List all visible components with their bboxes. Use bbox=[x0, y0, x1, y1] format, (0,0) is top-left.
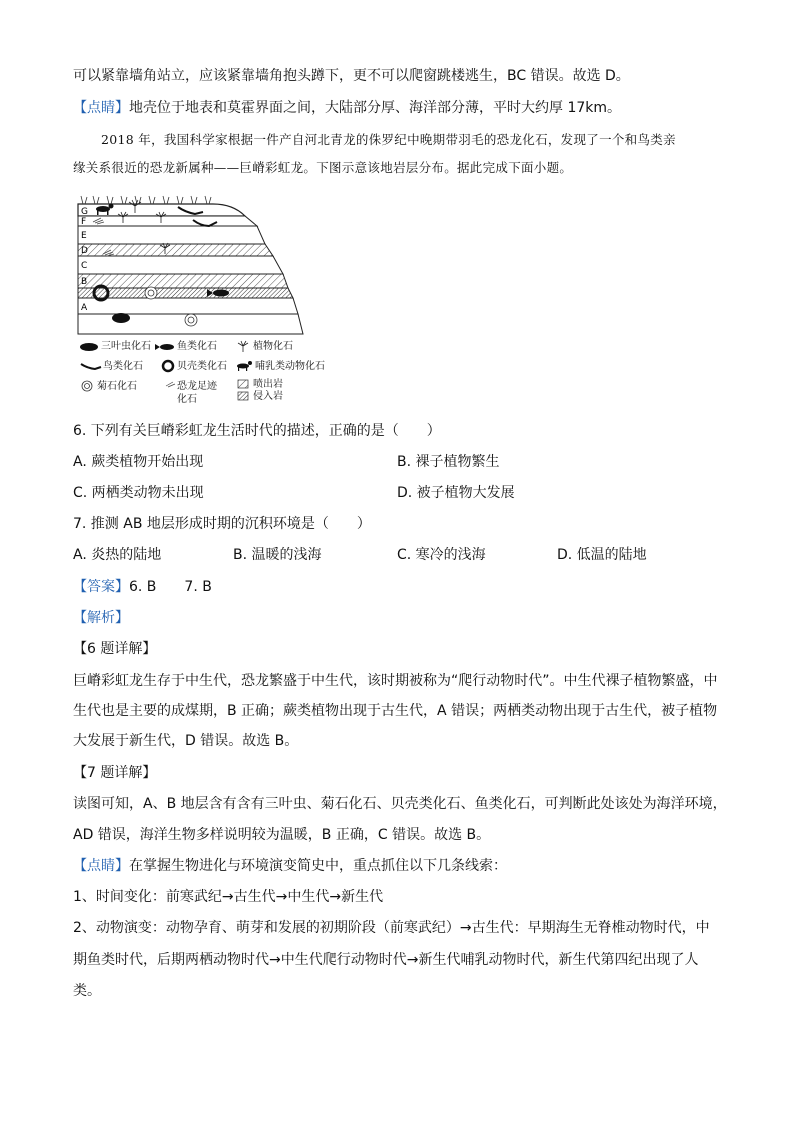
intrusive-rock-icon bbox=[238, 392, 248, 400]
tip2-line bbox=[73, 856, 507, 876]
legend-intrusive: 侵入岩 bbox=[253, 391, 283, 402]
legend-trilobite: 三叶虫化石 bbox=[101, 341, 151, 352]
layer-label-d: D bbox=[81, 246, 88, 256]
tip2-text: 在掌握生物进化与环境演变简史中，重点抓住以下几条线索： bbox=[129, 858, 507, 874]
passage-line-1: 2018 年，我国科学家根据一件产自河北青龙的侏罗纪中晚期带羽毛的恐龙化石，发现了一个和鸟类亲 bbox=[101, 132, 676, 147]
layer-label-b: B bbox=[81, 277, 88, 287]
layer-label-a: A bbox=[81, 303, 88, 313]
legend-ammonite: 菊石化石 bbox=[97, 381, 137, 392]
q7-option-a: A. 炎热的陆地 bbox=[73, 547, 162, 563]
grass-icon bbox=[81, 196, 211, 204]
analysis-tag: 【解析】 bbox=[73, 610, 129, 626]
detail-6-title: 【6 题详解】 bbox=[73, 641, 157, 657]
trilobite-fossil-icon bbox=[112, 313, 130, 323]
q6-option-b: B. 裸子植物繁生 bbox=[397, 454, 500, 470]
ammonite-fossil-icon bbox=[185, 314, 197, 326]
tip2-item-2-line-3: 类。 bbox=[73, 983, 101, 999]
intro-line: 可以紧靠墙角站立，应该紧靠墙角抱头蹲下，更不可以爬窗跳楼逃生，BC 错误。故选 D。 bbox=[73, 68, 630, 84]
detail-6-line-2: 生代也是主要的成煤期，B 正确；蕨类植物出现于古生代，A 错误；两栖类动物出现于古生代，被子植物 bbox=[73, 703, 718, 719]
q7-option-c: C. 寒冷的浅海 bbox=[397, 547, 486, 563]
question-6-stem: 6. 下列有关巨嵴彩虹龙生活时代的描述，正确的是（ ） bbox=[73, 423, 441, 439]
legend-bird: 鸟类化石 bbox=[103, 361, 143, 372]
answer-line bbox=[73, 577, 212, 597]
tip-note bbox=[73, 98, 621, 118]
mammal-icon bbox=[237, 361, 252, 371]
legend-plant: 植物化石 bbox=[253, 341, 293, 352]
answer-tag: 【答案】 bbox=[73, 579, 129, 595]
bird-icon bbox=[81, 364, 101, 369]
legend-extrusive: 喷出岩 bbox=[253, 379, 283, 390]
tip-tag: 【点睛】 bbox=[73, 100, 129, 116]
q6-option-c: C. 两栖类动物未出现 bbox=[73, 485, 204, 501]
legend-shell: 贝壳类化石 bbox=[177, 361, 227, 372]
tip2-item-2-line-2: 期鱼类时代，后期两栖动物时代→中生代爬行动物时代→新生代哺乳动物时代，新生代第四纪出现了人 bbox=[73, 952, 699, 968]
tip2-item-1: 1、时间变化：前寒武纪→古生代→中生代→新生代 bbox=[73, 889, 384, 905]
passage-line-2: 缘关系很近的恐龙新属种——巨嵴彩虹龙。下图示意该地岩层分布。据此完成下面小题。 bbox=[73, 160, 573, 175]
legend-fish: 鱼类化石 bbox=[177, 341, 217, 352]
layer-label-c: C bbox=[81, 261, 88, 271]
question-7-stem: 7. 推测 AB 地层形成时期的沉积环境是（ ） bbox=[73, 516, 371, 532]
q6-option-d: D. 被子植物大发展 bbox=[397, 485, 515, 501]
footprint-icon bbox=[166, 382, 175, 387]
fish-icon bbox=[160, 344, 174, 350]
tip2-tag: 【点睛】 bbox=[73, 858, 129, 874]
tip-text: 地壳位于地表和莫霍界面之间，大陆部分厚、海洋部分薄，平时大约厚 17km。 bbox=[129, 100, 622, 116]
plant-icon bbox=[238, 341, 248, 352]
detail-7-line-1: 读图可知，A、B 地层含有含有三叶虫、菊石化石、贝壳类化石、鱼类化石，可判断此处该处为海洋环境， bbox=[73, 796, 727, 812]
detail-7-line-2: AD 错误，海洋生物多样说明较为温暖，B 正确，C 错误。故选 B。 bbox=[73, 827, 491, 843]
detail-6-line-3: 大发展于新生代，D 错误。故选 B。 bbox=[73, 733, 299, 749]
trilobite-icon bbox=[80, 343, 98, 351]
detail-7-title: 【7 题详解】 bbox=[73, 765, 157, 781]
tip2-item-2-line-1: 2、动物演变：动物孕育、萌芽和发展的初期阶段（前寒武纪）→古生代：早期海生无脊椎动物时代，中 bbox=[73, 920, 710, 936]
answer-text: 6. B 7. B bbox=[129, 579, 212, 595]
detail-6-line-1: 巨嵴彩虹龙生存于中生代，恐龙繁盛于中生代，该时期被称为“爬行动物时代”。中生代裸子植物繁盛，中 bbox=[73, 673, 718, 689]
q7-option-b: B. 温暖的浅海 bbox=[233, 547, 322, 563]
ammonite-fossil-icon bbox=[145, 287, 157, 299]
rock-strata-figure bbox=[73, 192, 363, 412]
layer-label-e: E bbox=[81, 231, 87, 241]
legend-footprint-line1: 恐龙足迹 bbox=[177, 381, 217, 392]
strata-diagram bbox=[73, 192, 363, 408]
layer-label-f: F bbox=[81, 217, 87, 227]
q7-option-d: D. 低温的陆地 bbox=[557, 547, 647, 563]
extrusive-rock-icon bbox=[238, 380, 248, 388]
shell-icon bbox=[163, 361, 173, 371]
legend-mammal: 哺乳类动物化石 bbox=[255, 361, 325, 372]
legend-footprint-line2: 化石 bbox=[177, 394, 197, 405]
ammonite-icon bbox=[82, 381, 92, 391]
layer-label-g: G bbox=[81, 207, 88, 217]
q6-option-a: A. 蕨类植物开始出现 bbox=[73, 454, 204, 470]
